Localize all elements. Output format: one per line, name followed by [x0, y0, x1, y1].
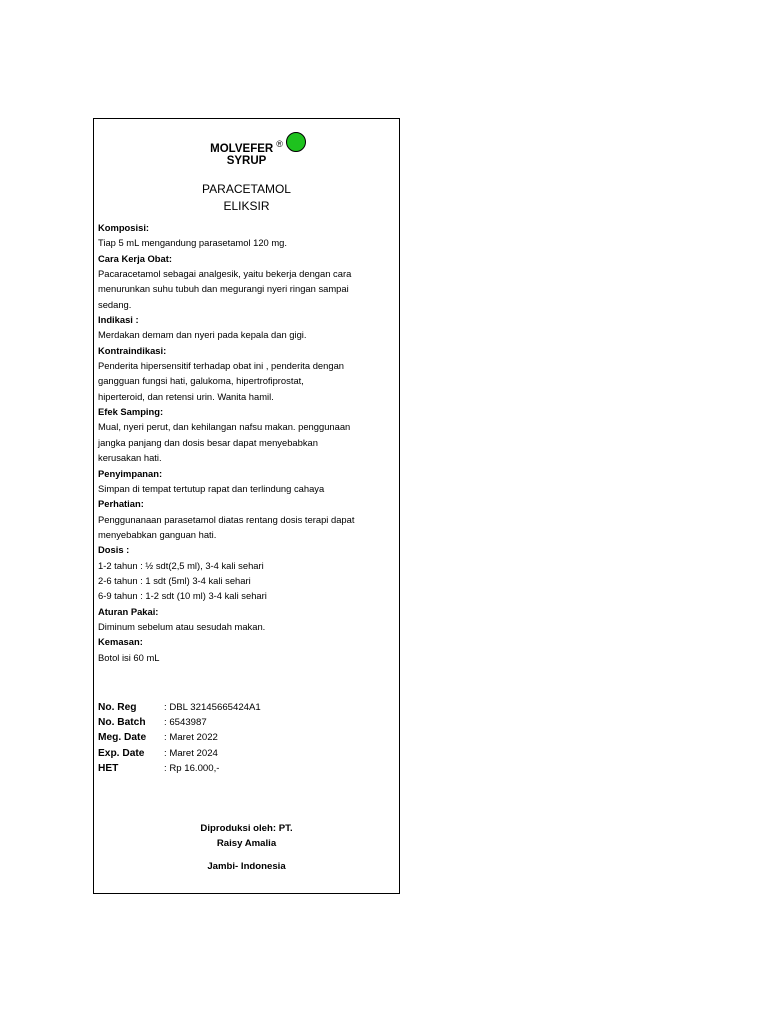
section-title: Kemasan:	[98, 636, 143, 648]
info-key: Exp. Date	[98, 747, 145, 759]
section-title: Kontraindikasi:	[98, 344, 167, 356]
section-dosis	[98, 542, 392, 603]
section-line: Simpan di tempat tertutup rapat dan terlindung cahaya	[98, 482, 325, 494]
info-key: HET	[98, 762, 119, 774]
section-line: gangguan fungsi hati, galukoma, hipertrofiprostat,	[98, 375, 304, 387]
section-penyimpanan	[98, 466, 392, 497]
section-aturan-pakai	[98, 604, 392, 635]
section-kontraindikasi	[98, 343, 392, 404]
section-title: Cara Kerja Obat:	[98, 252, 172, 264]
info-key: Meg. Date	[98, 732, 147, 744]
section-title: Penyimpanan:	[98, 467, 163, 479]
info-value: : 6543987	[164, 717, 207, 729]
section-cara-kerja	[98, 251, 392, 312]
section-kemasan	[98, 634, 392, 665]
info-row-reg	[98, 700, 261, 715]
product-label	[93, 118, 400, 894]
section-efek-samping	[98, 404, 392, 465]
section-line: Diminum sebelum atau sesudah makan.	[98, 620, 266, 632]
section-line: menurunkan suhu tubuh dan megurangi nyeri ringan sampai	[98, 283, 349, 295]
section-title: Aturan Pakai:	[98, 605, 159, 617]
brand-name: MOLVEFER	[210, 142, 274, 155]
section-title: Dosis :	[98, 544, 130, 556]
section-line: 6-9 tahun : 1-2 sdt (10 ml) 3-4 kali sehari	[98, 590, 267, 602]
section-perhatian	[98, 496, 392, 542]
section-line: 1-2 tahun : ½ sdt(2,5 ml), 3-4 kali sehari	[98, 559, 264, 571]
section-line: Botol isi 60 mL	[98, 651, 160, 663]
producer-line-1: Diproduksi oleh: PT.	[200, 823, 293, 834]
registered-mark: ®	[276, 139, 283, 149]
dosage-form: SYRUP	[226, 155, 267, 167]
section-komposisi	[98, 220, 392, 251]
section-indikasi	[98, 312, 392, 343]
info-key: No. Batch	[98, 717, 146, 729]
section-title: Perhatian:	[98, 498, 144, 510]
section-title: Efek Samping:	[98, 406, 164, 418]
info-value: : DBL 32145665424A1	[164, 702, 261, 713]
product-info-table	[98, 700, 261, 776]
generic-name: PARACETAMOL	[202, 182, 291, 196]
info-value: : Maret 2024	[164, 747, 218, 759]
section-title: Indikasi :	[98, 314, 139, 326]
info-value: : Maret 2022	[164, 732, 218, 744]
green-circle-badge-icon	[286, 132, 306, 152]
info-row-meg-date	[98, 730, 261, 745]
section-line: 2-6 tahun : 1 sdt (5ml) 3-4 kali sehari	[98, 574, 251, 586]
info-value: : Rp 16.000,-	[164, 762, 220, 774]
section-line: Penggunanaan parasetamol diatas rentang dosis terapi dapat	[98, 513, 355, 525]
section-line: menyebabkan ganguan hati.	[98, 528, 217, 540]
info-row-exp-date	[98, 746, 261, 761]
producer-location: Jambi- Indonesia	[207, 861, 286, 872]
info-row-het	[98, 761, 261, 776]
section-line: jangka panjang dan dosis besar dapat menyebabkan	[98, 436, 318, 448]
section-line: Mual, nyeri perut, dan kehilangan nafsu makan. penggunaan	[98, 421, 351, 433]
info-row-batch	[98, 715, 261, 730]
section-line: Tiap 5 mL mengandung parasetamol 120 mg.	[98, 237, 288, 249]
label-content	[98, 220, 392, 665]
section-line: hiperteroid, dan retensi urin. Wanita hamil.	[98, 390, 274, 402]
section-line: kerusakan hati.	[98, 452, 162, 464]
info-key: No. Reg	[98, 702, 137, 713]
section-line: sedang.	[98, 298, 132, 310]
section-title: Komposisi:	[98, 222, 150, 233]
producer-line-2: Raisy Amalia	[216, 838, 277, 849]
section-line: Penderita hipersensitif terhadap obat ini , penderita dengan	[98, 360, 345, 372]
section-line: Pacaracetamol sebagai analgesik, yaitu bekerja dengan cara	[98, 268, 352, 280]
section-line: Merdakan demam dan nyeri pada kepala dan gigi.	[98, 329, 307, 341]
generic-form: ELIKSIR	[223, 199, 270, 213]
